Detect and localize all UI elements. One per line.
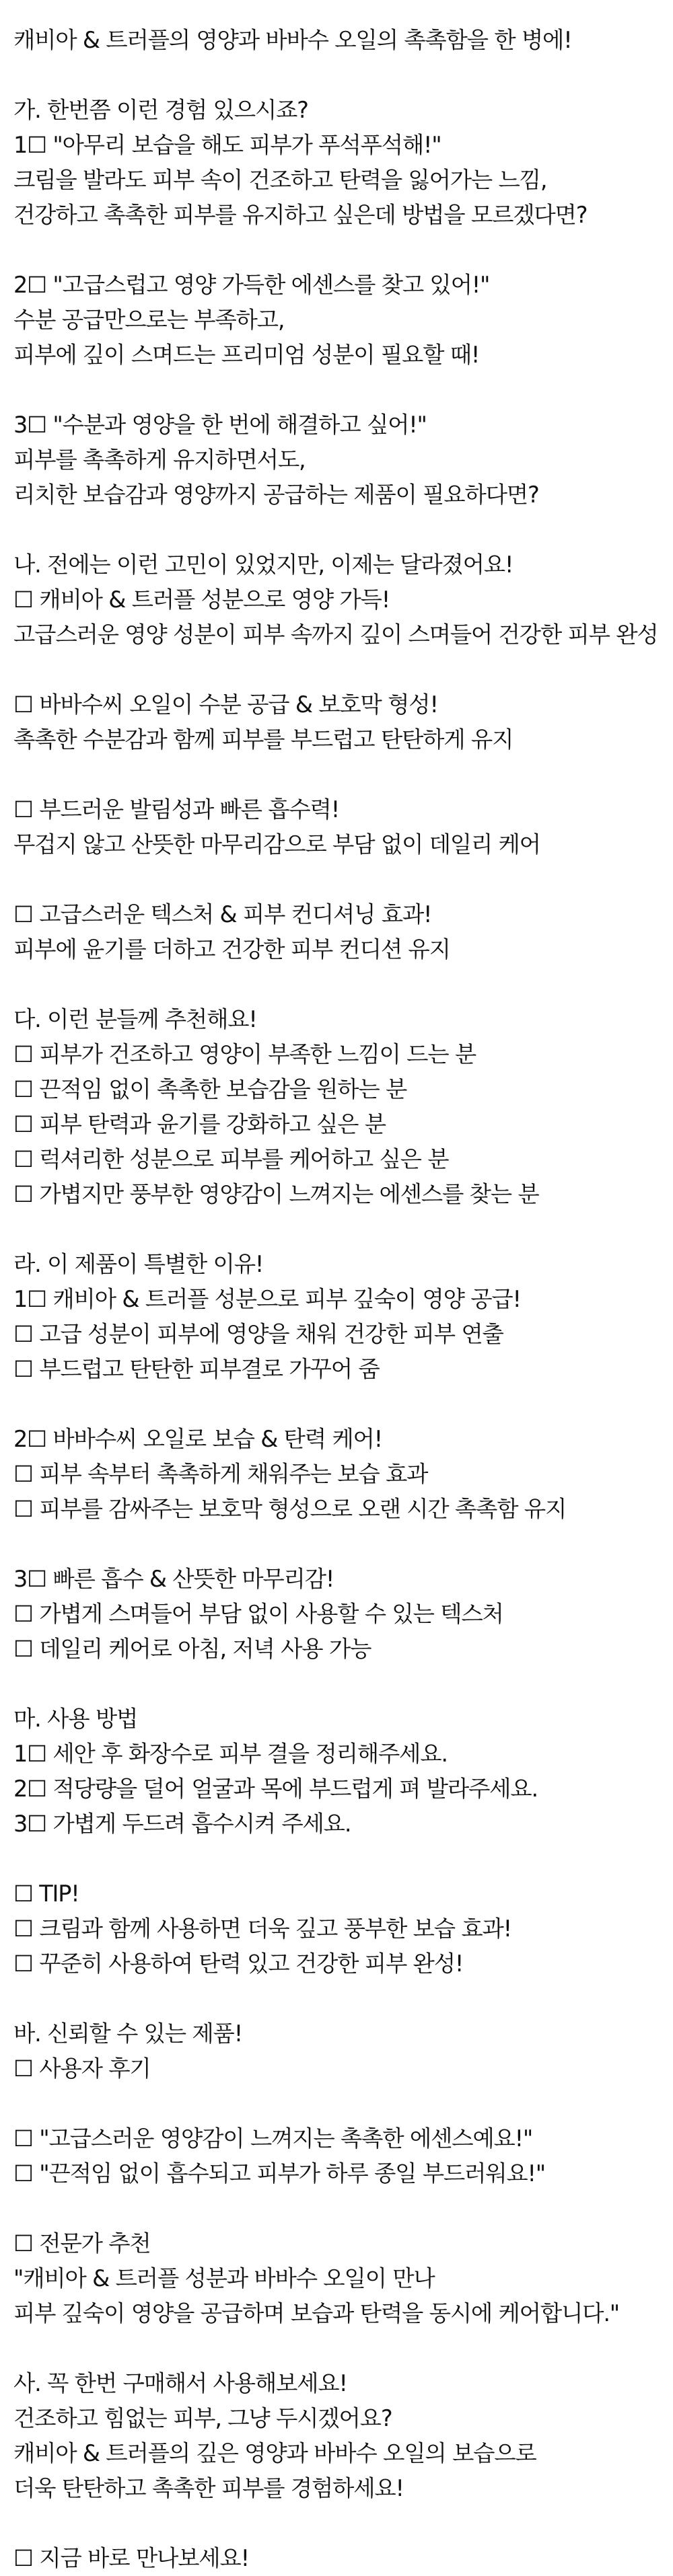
text-line: ☐ 캐비아 & 트러플 성분으로 영양 가득! [13,586,390,613]
blank-line [13,1842,666,1877]
text-line: ☐ 피부 속부터 촉촉하게 채워주는 보습 효과 [13,1461,428,1487]
text-line: ☐ 피부 탄력과 윤기를 강화하고 싶은 분 [13,1111,386,1137]
text-line: 2☐ 바바수씨 오일로 보습 & 탄력 케어! [13,1426,382,1452]
text-line: ☐ 가볍게 스며들어 부담 없이 사용할 수 있는 텍스처 [13,1601,503,1627]
blank-line [13,1981,666,2016]
text-line: ☐ 데일리 케어로 아침, 저녁 사용 가능 [13,1636,371,1662]
text-line: ☐ 부드러운 발림성과 빠른 흡수력! [13,796,339,823]
text-line: "캐비아 & 트러플 성분과 바바수 오일이 만나 [13,2265,435,2291]
text-line: ☐ 크림과 함께 사용하면 더욱 깊고 풍부한 보습 효과! [13,1916,511,1942]
text-line: ☐ 전문가 추천 [13,2230,151,2257]
text-line: 리치한 보습감과 영양까지 공급하는 제품이 필요하다면? [13,482,539,508]
text-line: 사. 꼭 한번 구매해서 사용해보세요! [13,2370,347,2396]
text-line: 건강하고 촉촉한 피부를 유지하고 싶은데 방법을 모르겠다면? [13,202,588,228]
text-line: ☐ 럭셔리한 성분으로 피부를 케어하고 싶은 분 [13,1146,449,1172]
text-line: 피부에 윤기를 더하고 건강한 피부 컨디션 유지 [13,936,450,962]
text-line: ☐ 고급 성분이 피부에 영양을 채워 건강한 피부 연출 [13,1321,503,1347]
blank-line [13,967,666,1002]
blank-line [13,2086,666,2121]
text-line: 2☐ 적당량을 덜어 얼굴과 목에 부드럽게 펴 발라주세요. [13,1776,538,1802]
text-line: ☐ 피부를 감싸주는 보호막 형성으로 오랜 시간 촉촉함 유지 [13,1496,567,1522]
text-line: 고급스러운 영양 성분이 피부 속까지 깊이 스며들어 건강한 피부 완성 [13,621,658,648]
text-line: ☐ TIP! [13,1881,79,1907]
text-line: ☐ 바바수씨 오일이 수분 공급 & 보호막 형성! [13,691,438,718]
text-line: 캐비아 & 트러플의 영양과 바바수 오일의 촉촉함을 한 병에! [13,27,572,53]
text-line: 다. 이런 분들께 추천해요! [13,1006,257,1032]
text-line: 더욱 탄탄하고 촉촉한 피부를 경험하세요! [13,2475,404,2501]
text-line: 피부 깊숙이 영양을 공급하며 보습과 탄력을 동시에 케어합니다." [13,2300,619,2326]
blank-line [13,58,666,93]
text-line: 캐비아 & 트러플의 깊은 영양과 바바수 오일의 보습으로 [13,2440,536,2466]
text-line: 크림을 발라도 피부 속이 건조하고 탄력을 잃어가는 느낌, [13,167,547,193]
blank-line [13,1212,666,1247]
text-line: ☐ 지금 바로 만나보세요! [13,2545,249,2571]
text-line: ☐ 피부가 건조하고 영양이 부족한 느낌이 드는 분 [13,1041,476,1067]
text-line: 마. 사용 방법 [13,1706,138,1732]
blank-line [13,373,666,408]
blank-line [13,757,666,792]
text-line: 3☐ 빠른 흡수 & 산뜻한 마무리감! [13,1566,334,1592]
blank-line [13,1387,666,1422]
blank-line [13,1527,666,1562]
text-line: 피부를 촉촉하게 유지하면서도, [13,447,306,473]
text-line: 피부에 깊이 스며드는 프리미엄 성분이 필요할 때! [13,342,480,368]
text-line: ☐ 사용자 후기 [13,2055,151,2082]
blank-line [13,2331,666,2366]
text-line: 1☐ 캐비아 & 트러플 성분으로 피부 깊숙이 영양 공급! [13,1286,521,1312]
text-line: 2☐ "고급스럽고 영양 가득한 에센스를 찾고 있어!" [13,272,490,298]
blank-line [13,652,666,687]
text-line: 수분 공급만으로는 부족하고, [13,307,285,333]
text-line: 3☐ "수분과 영양을 한 번에 해결하고 싶어!" [13,412,427,438]
text-line: ☐ "끈적임 없이 흡수되고 피부가 하루 종일 부드러워요!" [13,2160,546,2187]
blank-line [13,862,666,897]
text-line: ☐ 끈적임 없이 촉촉한 보습감을 원하는 분 [13,1076,407,1102]
blank-line [13,1667,666,1702]
text-line: 3☐ 가볍게 두드려 흡수시켜 주세요. [13,1811,351,1837]
text-line: 나. 전에는 이런 고민이 있었지만, 이제는 달라졌어요! [13,552,513,578]
blank-line [13,2191,666,2226]
text-line: 건조하고 힘없는 피부, 그냥 두시겠어요? [13,2405,392,2431]
text-line: ☐ 꾸준히 사용하여 탄력 있고 건강한 피부 완성! [13,1950,464,1977]
blank-line [13,2506,666,2541]
text-line: 무겁지 않고 산뜻한 마무리감으로 부담 없이 데일리 케어 [13,831,540,858]
text-line: ☐ "고급스러운 영양감이 느껴지는 촉촉한 에센스예요!" [13,2125,533,2152]
text-line: 가. 한번쯤 이런 경험 있으시죠? [13,97,308,123]
text-line: ☐ 가볍지만 풍부한 영양감이 느껴지는 에센스를 찾는 분 [13,1181,539,1207]
text-line: ☐ 고급스러운 텍스처 & 피부 컨디셔닝 효과! [13,901,432,927]
text-line: 바. 신뢰할 수 있는 제품! [13,2020,242,2047]
blank-line [13,233,666,268]
text-line: 1☐ 세안 후 화장수로 피부 결을 정리해주세요. [13,1741,448,1767]
text-line: ☐ 부드럽고 탄탄한 피부결로 가꾸어 줌 [13,1356,380,1382]
text-line: 1☐ "아무리 보습을 해도 피부가 푸석푸석해!" [13,132,441,158]
blank-line [13,513,666,547]
text-line: 촉촉한 수분감과 함께 피부를 부드럽고 탄탄하게 유지 [13,726,513,753]
text-line: 라. 이 제품이 특별한 이유! [13,1251,264,1277]
